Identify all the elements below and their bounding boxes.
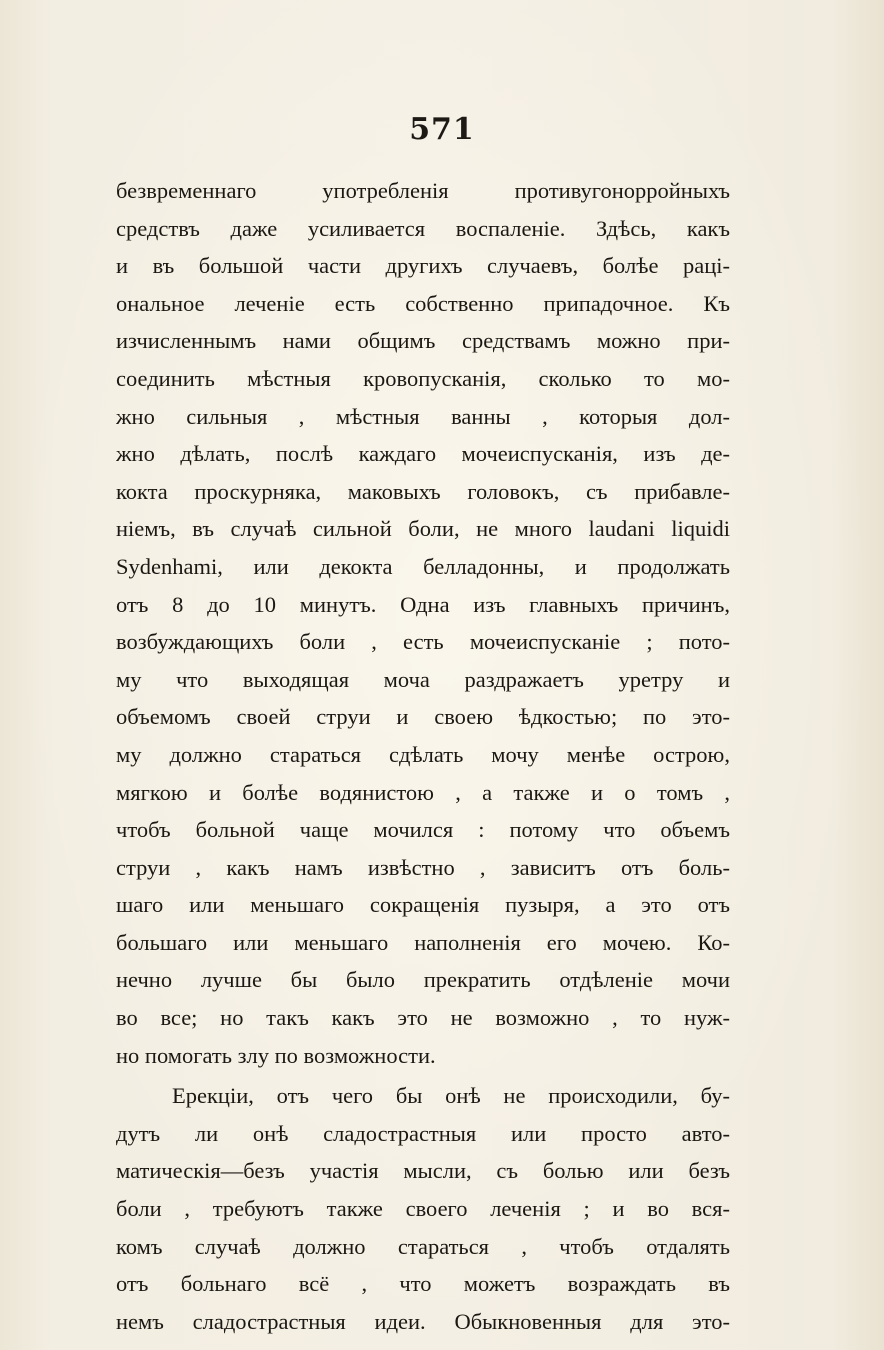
body-text	[116, 172, 730, 1340]
text-line: жно сильныя , мѣстныя ванны , которыя дол-	[116, 403, 730, 429]
text-line: безвременнаго употребленія противугонорройныхъ	[116, 178, 730, 203]
text-line: Ерекціи, отъ чего бы онѣ не происходили, бу-	[172, 1083, 730, 1109]
text-line: матическія—безъ участія мысли, съ болью или безъ	[116, 1158, 730, 1184]
text-line: кокта проскурняка, маковыхъ головокъ, съ прибавле-	[116, 478, 730, 504]
text-line: му должно стараться сдѣлать мочу менѣе острою,	[116, 741, 730, 767]
text-line: отъ 8 до 10 минутъ. Одна изъ главныхъ причинъ,	[116, 591, 730, 617]
text-line: боли , требуютъ также своего леченія ; и во вся-	[116, 1196, 730, 1222]
text-line: во все; но такъ какъ это не возможно , то нуж-	[116, 1005, 730, 1031]
text-line: нечно лучше бы было прекратить отдѣленіе мочи	[116, 967, 730, 993]
text-line: но помогать злу по возможности.	[116, 1042, 436, 1068]
text-line: Sydenhami, или декокта белладонны, и продолжать	[116, 553, 730, 579]
text-line: немъ сладострастныя идеи. Обыкновенныя для это-	[116, 1308, 730, 1334]
text-line: шаго или меньшаго сокращенія пузыря, а это отъ	[116, 892, 730, 918]
text-line: комъ случаѣ должно стараться , чтобъ отдалять	[116, 1233, 730, 1259]
text-line: мягкою и болѣе водянистою , а также и о томъ ,	[116, 779, 730, 805]
text-line: возбуждающихъ боли , есть мочеиспусканіе ; пото-	[116, 629, 730, 655]
text-line: му что выходящая моча раздражаетъ уретру и	[116, 666, 730, 692]
page-number: 571	[409, 112, 475, 147]
text-line: ніемъ, въ случаѣ сильной боли, не много laudani liquidi	[116, 516, 730, 542]
paragraph	[116, 172, 730, 1074]
text-line: жно дѣлать, послѣ каждаго мочеиспусканія, изъ де-	[116, 441, 730, 467]
text-line: струи , какъ намъ извѣстно , зависитъ отъ боль-	[116, 854, 730, 880]
text-line: чтобъ больной чаще мочился : потому что объемъ	[116, 817, 730, 843]
text-line: ональное леченіе есть собственно припадочное. Къ	[116, 290, 730, 316]
text-line: большаго или меньшаго наполненія его мочею. Ко-	[116, 929, 730, 955]
text-line: средствъ даже усиливается воспаленіе. Здѣсь, какъ	[116, 215, 730, 241]
text-line: изчисленнымъ нами общимъ средствамъ можно при-	[116, 328, 730, 354]
text-line: дутъ ли онѣ сладострастныя или просто авто-	[116, 1120, 730, 1146]
text-line: и въ большой части другихъ случаевъ, болѣе раці-	[116, 253, 730, 279]
text-line: соединить мѣстныя кровопусканія, сколько то мо-	[116, 365, 730, 391]
text-line: отъ больнаго всё , что можетъ возраждать въ	[116, 1271, 730, 1297]
paragraph	[116, 1077, 730, 1340]
text-line: объемомъ своей струи и своею ѣдкостью; по это-	[116, 704, 730, 730]
